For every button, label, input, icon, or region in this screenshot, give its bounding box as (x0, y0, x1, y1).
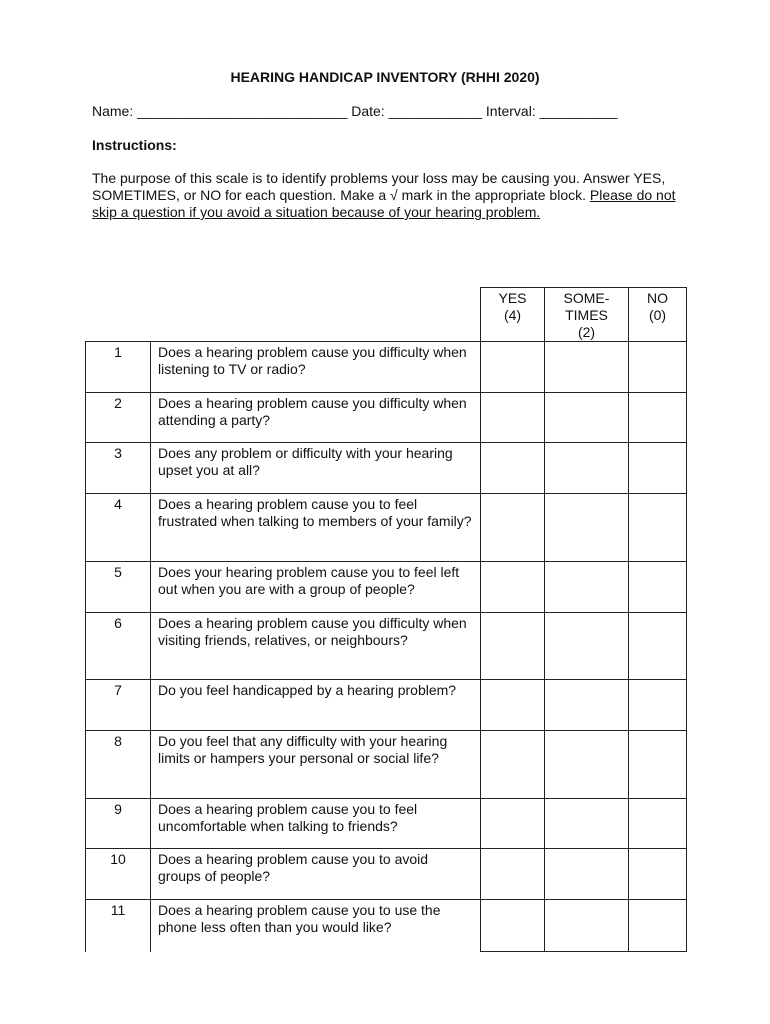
answer-box-sometimes[interactable] (545, 731, 629, 799)
answer-box-yes[interactable] (481, 613, 545, 680)
question-number: 10 (86, 849, 151, 900)
question-number: 7 (86, 680, 151, 731)
question-text: Does a hearing problem cause you to feel uncomfortable when talking to friends? (151, 799, 481, 849)
answer-box-yes[interactable] (481, 731, 545, 799)
question-text: Does your hearing problem cause you to feel left out when you are with a group of people? (151, 562, 481, 613)
table-row (86, 613, 687, 680)
header-sometimes-line1: SOME- (563, 290, 610, 306)
header-sometimes-line2: TIMES (565, 307, 608, 323)
header-no-line1: NO (647, 290, 668, 306)
table-row (86, 342, 687, 393)
answer-box-sometimes[interactable] (545, 900, 629, 952)
answer-box-sometimes[interactable] (545, 494, 629, 562)
answer-box-no[interactable] (629, 799, 687, 849)
question-number: 4 (86, 494, 151, 562)
form-title: HEARING HANDICAP INVENTORY (RHHI 2020) (230, 69, 540, 85)
name-date-interval-line[interactable]: Name: ___________________________ Date: ____________ Interval: __________ (92, 103, 618, 119)
answer-box-yes[interactable] (481, 849, 545, 900)
instructions-main: The purpose of this scale is to identify problems your loss may be causing you. Answer YES, SOMETIMES, or NO for each question. Make a √ mark in the appropriate block. (92, 170, 666, 203)
answer-box-no[interactable] (629, 562, 687, 613)
table-row (86, 799, 687, 849)
table-row (86, 443, 687, 494)
answer-box-yes[interactable] (481, 393, 545, 443)
answer-box-no[interactable] (629, 680, 687, 731)
question-number: 1 (86, 342, 151, 393)
question-text: Does a hearing problem cause you to feel frustrated when talking to members of your family? (151, 494, 481, 562)
column-header-yes (481, 288, 545, 342)
header-sometimes-line3: (2) (577, 324, 596, 340)
column-header-no (629, 288, 687, 342)
header-yes-line2: (4) (503, 307, 522, 323)
header-row (86, 288, 687, 342)
answer-box-no[interactable] (629, 342, 687, 393)
answer-box-sometimes[interactable] (545, 849, 629, 900)
question-text: Does a hearing problem cause you difficulty when attending a party? (151, 393, 481, 443)
header-no-line2: (0) (648, 307, 667, 323)
table-row (86, 900, 687, 952)
question-text: Does a hearing problem cause you to avoid groups of people? (151, 849, 481, 900)
table-row (86, 393, 687, 443)
answer-box-no[interactable] (629, 494, 687, 562)
answer-box-yes[interactable] (481, 342, 545, 393)
answer-box-sometimes[interactable] (545, 342, 629, 393)
answer-box-yes[interactable] (481, 799, 545, 849)
answer-box-no[interactable] (629, 849, 687, 900)
answer-box-no[interactable] (629, 443, 687, 494)
question-text: Do you feel handicapped by a hearing problem? (151, 680, 481, 731)
answer-box-yes[interactable] (481, 900, 545, 952)
header-blank (86, 288, 151, 342)
answer-box-sometimes[interactable] (545, 613, 629, 680)
answer-box-no[interactable] (629, 393, 687, 443)
answer-box-yes[interactable] (481, 494, 545, 562)
question-number: 6 (86, 613, 151, 680)
table-row (86, 849, 687, 900)
answer-box-yes[interactable] (481, 680, 545, 731)
question-text: Do you feel that any difficulty with your hearing limits or hampers your personal or social life? (151, 731, 481, 799)
answer-box-sometimes[interactable] (545, 562, 629, 613)
question-text: Does a hearing problem cause you difficulty when visiting friends, relatives, or neighbours? (151, 613, 481, 680)
answer-box-sometimes[interactable] (545, 799, 629, 849)
questionnaire-table (85, 287, 687, 952)
instructions-underlined: Please do not skip a question if you avoid a situation because of your hearing problem. (92, 187, 676, 220)
answer-box-sometimes[interactable] (545, 443, 629, 494)
instructions-heading: Instructions: (92, 137, 177, 153)
answer-box-no[interactable] (629, 900, 687, 952)
question-number: 5 (86, 562, 151, 613)
header-yes-line1: YES (498, 290, 527, 306)
question-text: Does any problem or difficulty with your hearing upset you at all? (151, 443, 481, 494)
question-number: 2 (86, 393, 151, 443)
question-number: 3 (86, 443, 151, 494)
question-number: 9 (86, 799, 151, 849)
header-blank (151, 288, 481, 342)
table-row (86, 562, 687, 613)
table-row (86, 494, 687, 562)
answer-box-yes[interactable] (481, 562, 545, 613)
answer-box-no[interactable] (629, 731, 687, 799)
table-row (86, 680, 687, 731)
answer-box-yes[interactable] (481, 443, 545, 494)
answer-box-sometimes[interactable] (545, 680, 629, 731)
question-text: Does a hearing problem cause you difficulty when listening to TV or radio? (151, 342, 481, 393)
table-row (86, 731, 687, 799)
column-header-sometimes (545, 288, 629, 342)
question-number: 11 (86, 900, 151, 952)
answer-box-no[interactable] (629, 613, 687, 680)
instructions-text (92, 170, 692, 221)
question-number: 8 (86, 731, 151, 799)
question-text: Does a hearing problem cause you to use the phone less often than you would like? (151, 900, 481, 952)
answer-box-sometimes[interactable] (545, 393, 629, 443)
